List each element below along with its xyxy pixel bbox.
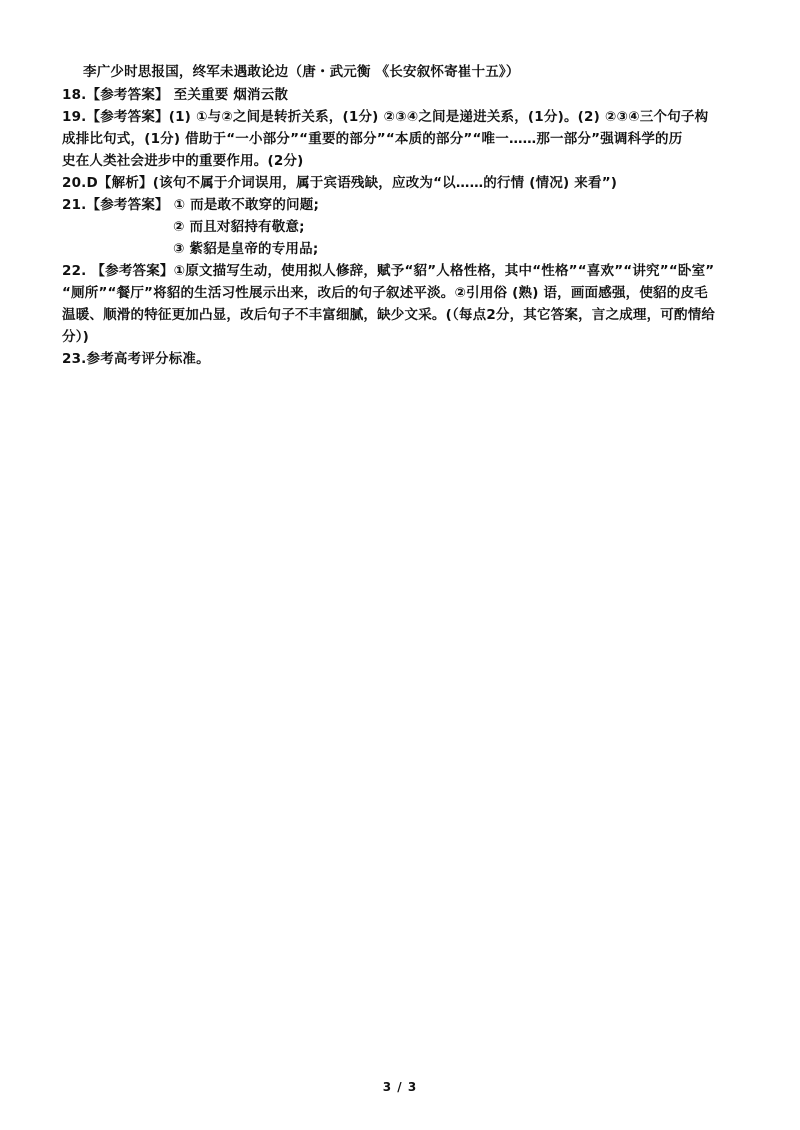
answer-20: 20.D【解析】(该句不属于介词误用，属于宾语残缺，应改为“以……的行情 (情况) 来看”) — [62, 175, 618, 191]
answer-22-line-3: 温暖、顺滑的特征更加凸显，改后句子不丰富细腻，缺少文采。(（每点2分，其它答案，言之成理，可酌情给 — [62, 307, 716, 323]
answer-22-line-4: 分）) — [62, 329, 90, 345]
answer-22-line-2: “厕所”“餐厅”将貂的生活习性展示出来，改后的句子叙述平淡。②引用俗 (熟) 语，画面感强，使貂的皮毛 — [62, 285, 708, 301]
answer-21-item-3: ③ 紫貂是皇帝的专用品; — [173, 241, 319, 257]
answer-19-line-1: 19.【参考答案】(1) ①与②之间是转折关系，(1分) ②③④之间是递进关系，(1分)。(2) ②③④三个句子构 — [62, 109, 709, 125]
answer-23: 23.参考高考评分标准。 — [62, 351, 210, 367]
answer-22-line-1: 22. 【参考答案】①原文描写生动，使用拟人修辞，赋予“貂”人格性格，其中“性格”“喜欢”“讲究”“卧室” — [62, 263, 715, 279]
poem-line: 李广少时思报国，终军未遇敢论边（唐・武元衡 《长安叙怀寄崔十五》） — [83, 64, 520, 80]
answer-18: 18.【参考答案】 至关重要 烟消云散 — [62, 87, 289, 103]
answer-21-item-1: 21.【参考答案】 ① 而是敢不敢穿的问题; — [62, 197, 320, 213]
answer-21-item-2: ② 而且对貂持有敬意; — [173, 219, 305, 235]
page-number: 3 / 3 — [382, 1080, 418, 1094]
answer-19-line-3: 史在人类社会进步中的重要作用。(2分) — [62, 153, 304, 169]
answer-19-line-2: 成排比句式，(1分) 借助于“一小部分”“重要的部分”“本质的部分”“唯一……那一部分”强调科学的历 — [62, 131, 683, 147]
